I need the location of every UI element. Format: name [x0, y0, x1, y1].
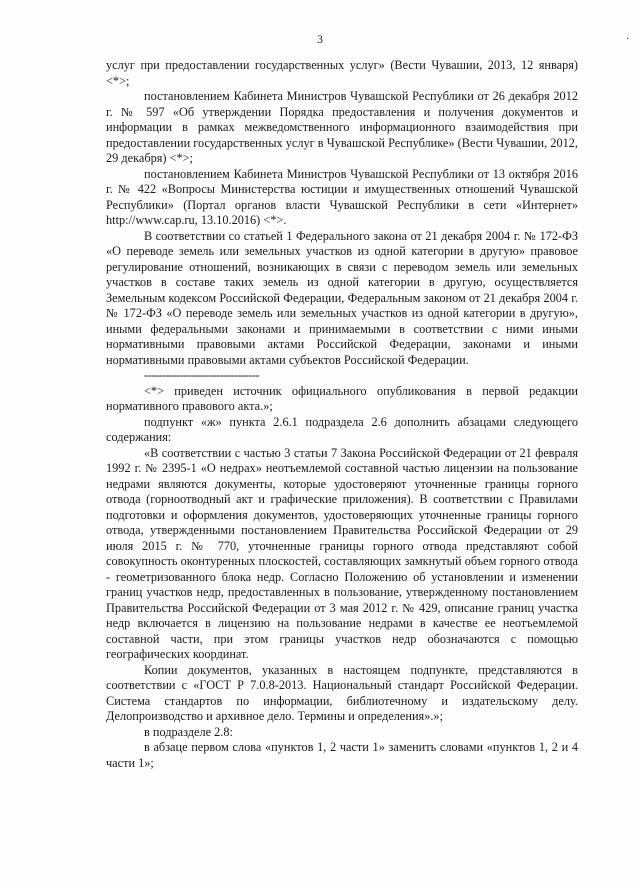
document-body: [106, 58, 578, 771]
footnote-text: <*> приведен источник официального опубликования в первой редакции нормативного правового акта.»;: [106, 383, 578, 413]
corner-mark: ·: [626, 34, 630, 45]
footnote-separator: --------------------------------: [144, 368, 260, 382]
paragraph-subsection-2-8: в подразделе 2.8:: [144, 724, 233, 739]
paragraph-resolution-597: постановлением Кабинета Министров Чувашской Республики от 26 декабря 2012 г. № 597 «Об утверждении Порядка предоставления и получения документов и информации в рамках межведомственного информационного взаимодействия при предоставлении государственных услуг в Чувашской Республике» (Вести Чувашии, 2012, 29 декабря) <*>;: [106, 89, 578, 165]
paragraph-resolution-422: постановлением Кабинета Министров Чувашской Республики от 13 октября 2016 г. № 422 «Вопросы Министерства юстиции и имущественных отношений Чувашской Республики» (Портал органов власти Чувашской Республики в сети «Интернет» http://www.cap.ru, 13.10.2016) <*>.: [106, 166, 578, 227]
paragraph-document-copies: Копии документов, указанных в настоящем подпункте, представляются в соответствии с «ГОСТ Р 7.0.8-2013. Национальный стандарт Российской Федерации. Система стандартов по информации, библиотечному и издательскому делу. Делопроизводство и архивное дело. Термины и определения».»;: [106, 662, 578, 723]
paragraph-first-abzac-replace: в абзаце первом слова «пунктов 1, 2 части 1» заменить словами «пунктов 1, 2 и 4 части 1»;: [106, 740, 578, 770]
paragraph-subsoil-law: «В соответствии с частью 3 статьи 7 Закона Российской Федерации от 21 февраля 1992 г. № 2395-1 «О недрах» неотъемлемой составной частью лицензии на пользование недрами являются документы, которые удостоверяют уточненные границы горного отвода (горноотводный акт и графические приложения). В соответствии с Правилами подготовки и оформления документов, удостоверяющих уточненные границы горного отвода, утвержденными постановлением Правительства Российской Федерации от 29 июля 2015 г. № 770, уточненные границы горного отвода представляют собой совокупность оконтуренных плоскостей, составляющих замкнутый объем горного отвода - геометризованного блока недр. Согласно Положению об установлении и изменении границ участков недр, предоставленных в пользование, утвержденному постановлением Правительства Российской Федерации от 3 мая 2012 г. № 429, описание границ участка недр включается в лицензию на пользование недрами в качестве ее неотъемлемой составной части, при этом границы участков недр обозначаются с помощью географических координат.: [106, 445, 578, 661]
paragraph-subclause-zh: подпункт «ж» пункта 2.6.1 подраздела 2.6 дополнить абзацами следующего содержания:: [106, 414, 578, 444]
paragraph-continuation: услуг при предоставлении государственных услуг» (Вести Чувашии, 2013, 12 января) <*>;: [106, 58, 578, 88]
page-number: 3: [317, 34, 323, 46]
paragraph-federal-law-172: В соответствии со статьей 1 Федерального закона от 21 декабря 2004 г. № 172-ФЗ «О переводе земель или земельных участков из одной категории в другую» правовое регулирование отношений, возникающих в связи с переводом земель или земельных участков в составе таких земель из одной категории в другую, осуществляется Земельным кодексом Российской Федерации, Федеральным законом от 21 декабря 2004 г. № 172-ФЗ «О переводе земель или земельных участков из одной категории в другую», иными федеральными законами и принимаемыми в соответствии с ними иными нормативными правовыми актами Российской Федерации, законами и иными нормативными правовыми актами субъектов Российской Федерации.: [106, 228, 578, 367]
